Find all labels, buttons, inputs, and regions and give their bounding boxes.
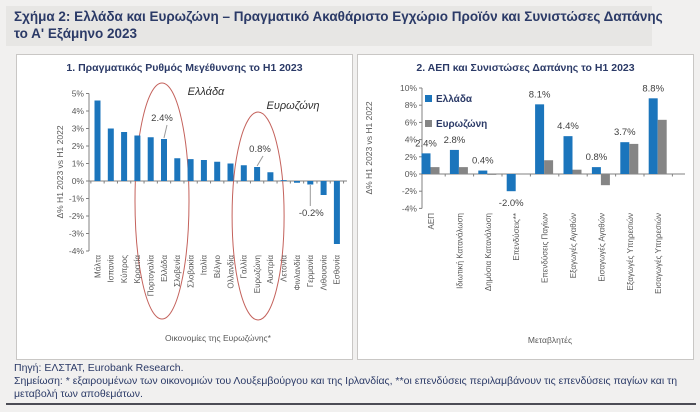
category-label: Φινλανδία: [292, 255, 302, 291]
legend-label-eurozone: Ευρωζώνη: [436, 119, 488, 130]
category-label: Ιδιωτική Κατανάλωση: [455, 213, 465, 289]
bar: [294, 181, 300, 183]
value-label: 4.4%: [557, 121, 579, 133]
category-label: Δημόσια Κατανάλωση: [483, 213, 493, 292]
bar: [267, 172, 273, 181]
eurozone-bar: [601, 174, 610, 185]
y-tick-label: 4%: [71, 106, 84, 116]
chart2-title: 2. ΑΕΠ και Συνιστώσες Δαπάνης το H1 2023: [416, 62, 635, 74]
eurozone-bar: [544, 160, 553, 174]
eurozone-bar: [629, 144, 638, 174]
category-label: Ισπανία: [106, 255, 116, 283]
greece-bar: [620, 142, 629, 174]
growth-chart-panel: [16, 54, 353, 360]
y-tick-label: -1%: [68, 193, 84, 204]
category-label: Σλοβακία: [186, 255, 196, 288]
eurozone-bar: [658, 120, 667, 174]
note-line: Σημείωση: * εξαιρουμένων των οικονομιών του Λουξεμβούργου και της Ιρλανδίας, **οι επενδύσεις περιλαμβάνουν τις επενδύσεις παγίων και τη μεταβολή των αποθεμάτων.: [14, 375, 678, 400]
legend-label-greece: Ελλάδα: [436, 94, 473, 105]
y-tick-label: 3%: [71, 123, 84, 134]
bar: [201, 160, 207, 181]
chart1-title: 1. Πραγματικός Ρυθμός Μεγέθυνσης το H1 2023: [66, 62, 303, 74]
category-label: Εισαγωγές Αγαθών: [597, 213, 607, 282]
category-label: Σλοβενία: [173, 255, 183, 287]
y-tick-label: -2%: [68, 211, 84, 221]
y-tick-label: 5%: [71, 88, 84, 99]
category-label: Εισαγωγές Υπηρεσιών: [654, 213, 664, 294]
category-label: Πορτογαλία: [146, 255, 156, 297]
greece-bar: [507, 174, 516, 191]
category-label: Μάλτα: [93, 255, 103, 278]
category-label: Λετονία: [279, 255, 289, 282]
y-tick-label: 6%: [404, 117, 417, 128]
y-tick-label: -4%: [68, 246, 84, 256]
leader-line: [257, 156, 263, 166]
y-tick-label: 0%: [71, 176, 84, 186]
x-axis-title: Οικονομίες της Ευρωζώνης*: [165, 333, 271, 343]
category-label: Εσθονία: [332, 255, 342, 285]
y-tick-label: 1%: [71, 158, 84, 169]
eurozone-bar: [459, 167, 468, 174]
category-label: ΑΕΠ: [427, 213, 436, 230]
bar: [254, 167, 260, 181]
category-label: Ιταλία: [199, 255, 209, 276]
y-tick-label: 0%: [404, 169, 417, 179]
greece-bar: [450, 150, 459, 174]
value-label: 2.8%: [443, 134, 466, 146]
bar: [307, 181, 313, 185]
category-label: Βέλγιο: [213, 255, 222, 279]
bar: [174, 158, 180, 181]
category-label: Ελλάδα: [159, 255, 169, 282]
bottom-rule: [6, 403, 696, 405]
category-label: Γερμανία: [306, 255, 316, 288]
greece-bar: [564, 136, 573, 174]
bar: [148, 137, 154, 181]
category-label: Ευρωζώνη: [252, 255, 262, 294]
germany-value-label: -0.2%: [298, 208, 324, 219]
y-axis-title: Δ% H1 2023 vs H1 2022: [55, 125, 65, 219]
leader-line: [164, 125, 167, 138]
category-label: Εξαγωγές Αγαθών: [569, 213, 578, 279]
greece-bar: [649, 98, 658, 174]
value-label: 0.8%: [585, 152, 608, 164]
bar: [134, 136, 140, 182]
value-label: 2.4%: [415, 138, 437, 150]
category-label: Κροατία: [133, 255, 143, 284]
eurozone-annotation: Ευρωζώνη: [266, 100, 320, 112]
category-label: Ολλανδία: [226, 255, 236, 289]
y-tick-label: -3%: [68, 228, 84, 239]
bar: [281, 180, 287, 181]
category-label: Επενδύσεις Παγίων: [540, 213, 550, 284]
bar: [214, 162, 220, 181]
eurozone-bar: [487, 174, 496, 175]
chart2-canvas: [358, 79, 693, 360]
source-line: Πηγή: ΕΛΣΤΑΤ, Eurobank Research.: [14, 362, 184, 374]
y-axis-title: Δ% H1 2023 vs H1 2022: [364, 101, 374, 195]
gdp-components-chart-panel: [357, 54, 694, 360]
y-tick-label: -2%: [401, 186, 417, 197]
bar: [95, 101, 101, 182]
bar: [161, 139, 167, 181]
y-tick-label: 4%: [404, 134, 417, 145]
y-tick-label: 10%: [399, 83, 417, 93]
eurozone-value-label: 0.8%: [249, 144, 271, 155]
y-tick-label: -4%: [401, 203, 417, 214]
greece-bar: [478, 171, 487, 174]
category-label: Λιθουανία: [319, 255, 329, 291]
bar: [228, 164, 234, 182]
bar: [108, 129, 114, 182]
greece-bar: [535, 104, 544, 174]
value-label: 8.8%: [642, 83, 665, 95]
category-label: Επενδύσεις**: [512, 213, 522, 261]
category-label: Γαλλία: [239, 255, 249, 279]
category-label: Κύπρος: [119, 255, 129, 284]
chart1-canvas: [17, 79, 352, 360]
category-label: Αυστρία: [266, 255, 276, 284]
greece-bar: [592, 167, 601, 174]
bar: [241, 165, 247, 181]
figure-title: Σχήμα 2: Ελλάδα και Ευρωζώνη – Πραγματικό Ακαθάριστο Εγχώριο Προϊόν και Συνιστώσες Δαπάνης το Α' Εξάμηνο 2023: [14, 9, 663, 41]
greece-bar: [422, 153, 431, 174]
greece-value-label: 2.4%: [151, 113, 173, 124]
eurozone-bar: [573, 170, 582, 174]
bar: [321, 181, 327, 195]
legend-swatch-greece: [425, 95, 432, 102]
x-axis-title: Μεταβλητές: [527, 335, 573, 345]
eurozone-bar: [431, 167, 440, 174]
category-label: Εξαγωγές Υπηρεσιών: [625, 213, 635, 291]
value-label: 0.4%: [471, 155, 494, 167]
value-label: -2.0%: [498, 198, 524, 210]
bar: [188, 159, 194, 181]
greece-annotation: Ελλάδα: [187, 86, 225, 98]
y-tick-label: 2%: [71, 141, 84, 151]
y-tick-label: 2%: [404, 151, 417, 162]
value-label: 8.1%: [528, 89, 551, 101]
bar: [121, 132, 127, 181]
value-label: 3.7%: [613, 127, 636, 139]
bar: [334, 181, 340, 244]
legend-swatch-eurozone: [425, 120, 432, 127]
y-tick-label: 8%: [404, 100, 417, 111]
